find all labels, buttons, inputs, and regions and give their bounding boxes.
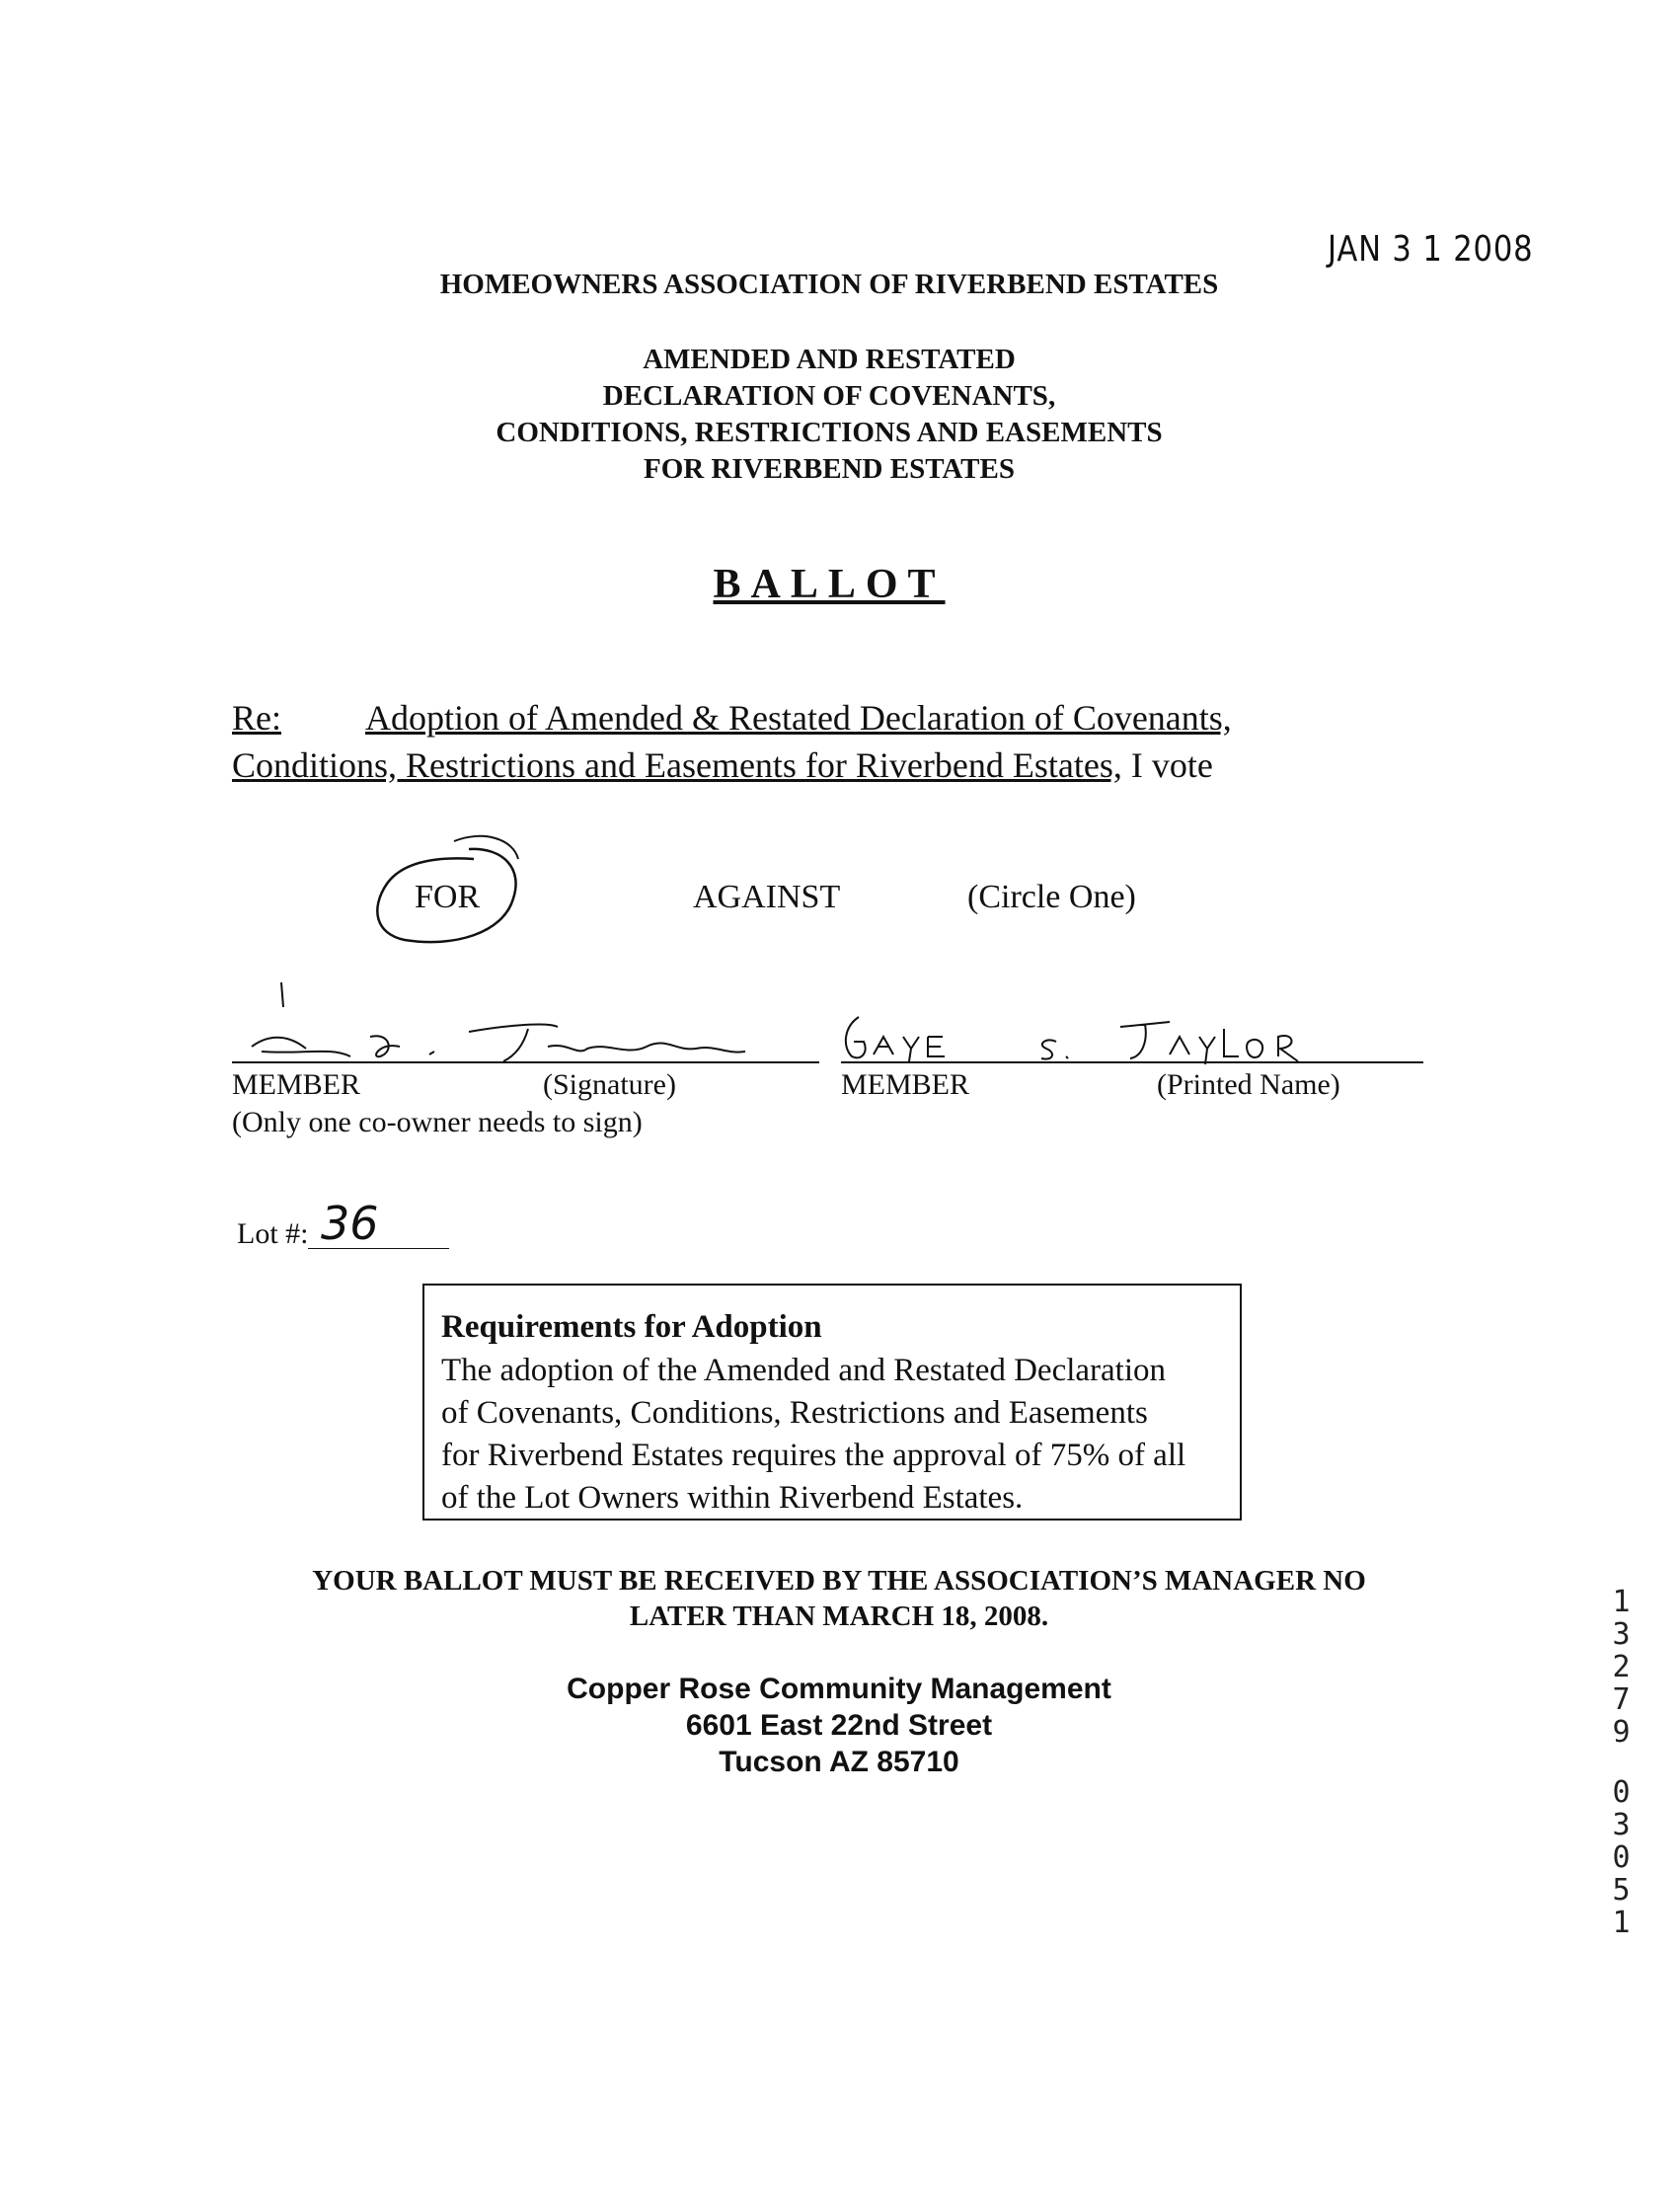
printed-name-line <box>841 1061 1423 1063</box>
requirements-line: for Riverbend Estates requires the approval of 75% of all <box>441 1438 1186 1473</box>
deadline-line: LATER THAN MARCH 18, 2008. <box>629 1600 1049 1632</box>
printed-name-handwriting <box>834 1007 1357 1076</box>
circle-one-instruction: (Circle One) <box>967 879 1136 915</box>
signature-line <box>232 1061 819 1063</box>
management-name: Copper Rose Community Management <box>567 1673 1111 1705</box>
member-label: MEMBER <box>232 1068 361 1101</box>
vote-suffix: I vote <box>1130 745 1213 785</box>
management-city: Tucson AZ 85710 <box>719 1746 959 1778</box>
stamp-number-part: 13279 <box>1604 1585 1639 1748</box>
received-date-stamp: JAN 3 1 2008 <box>1328 229 1534 270</box>
requirements-line: of Covenants, Conditions, Restrictions and Easements <box>441 1395 1148 1431</box>
lot-line <box>308 1248 449 1249</box>
signature-label: (Signature) <box>543 1068 676 1101</box>
re-subject-1 <box>365 697 1426 739</box>
re-line-2 <box>232 744 1213 786</box>
deadline-line: YOUR BALLOT MUST BE RECEIVED BY THE ASSOCIATION’S MANAGER NO <box>312 1565 1366 1597</box>
document-number-stamp <box>1604 1585 1639 1938</box>
re-line-1 <box>232 697 1426 739</box>
member-label: MEMBER <box>841 1068 970 1101</box>
requirements-box <box>422 1284 1242 1521</box>
organization-title: HOMEOWNERS ASSOCIATION OF RIVERBEND ESTATES <box>439 269 1219 300</box>
deadline-notice <box>0 1563 1678 1634</box>
re-label: Re: <box>232 698 281 738</box>
requirements-line: of the Lot Owners within Riverbend Estates. <box>441 1480 1024 1516</box>
stamp-number-part: 03051 <box>1604 1775 1639 1938</box>
printed-name-label: (Printed Name) <box>1157 1068 1340 1101</box>
co-owner-note: (Only one co-owner needs to sign) <box>232 1106 643 1138</box>
vote-for-option[interactable]: FOR <box>415 879 481 915</box>
requirements-title: Requirements for Adoption <box>441 1309 822 1345</box>
declaration-line: FOR RIVERBEND ESTATES <box>643 453 1015 485</box>
ballot-title: BALLOT <box>713 562 946 607</box>
management-address <box>0 1671 1678 1780</box>
requirements-body <box>441 1350 1224 1520</box>
vote-against-option[interactable]: AGAINST <box>693 879 841 915</box>
declaration-heading <box>0 342 1658 488</box>
lot-label: Lot #: <box>237 1217 309 1250</box>
lot-value[interactable]: 36 <box>321 1197 379 1250</box>
re-subject-2: Conditions, Restrictions and Easements for Riverbend Estates, <box>232 745 1122 785</box>
re-subject-text-1: Adoption of Amended & Restated Declaration of Covenants, <box>365 698 1232 738</box>
declaration-line: CONDITIONS, RESTRICTIONS AND EASEMENTS <box>496 417 1163 448</box>
declaration-line: AMENDED AND RESTATED <box>643 344 1016 375</box>
declaration-line: DECLARATION OF COVENANTS, <box>602 380 1056 412</box>
requirements-line: The adoption of the Amended and Restated Declaration <box>441 1353 1167 1388</box>
management-street: 6601 East 22nd Street <box>685 1709 993 1742</box>
